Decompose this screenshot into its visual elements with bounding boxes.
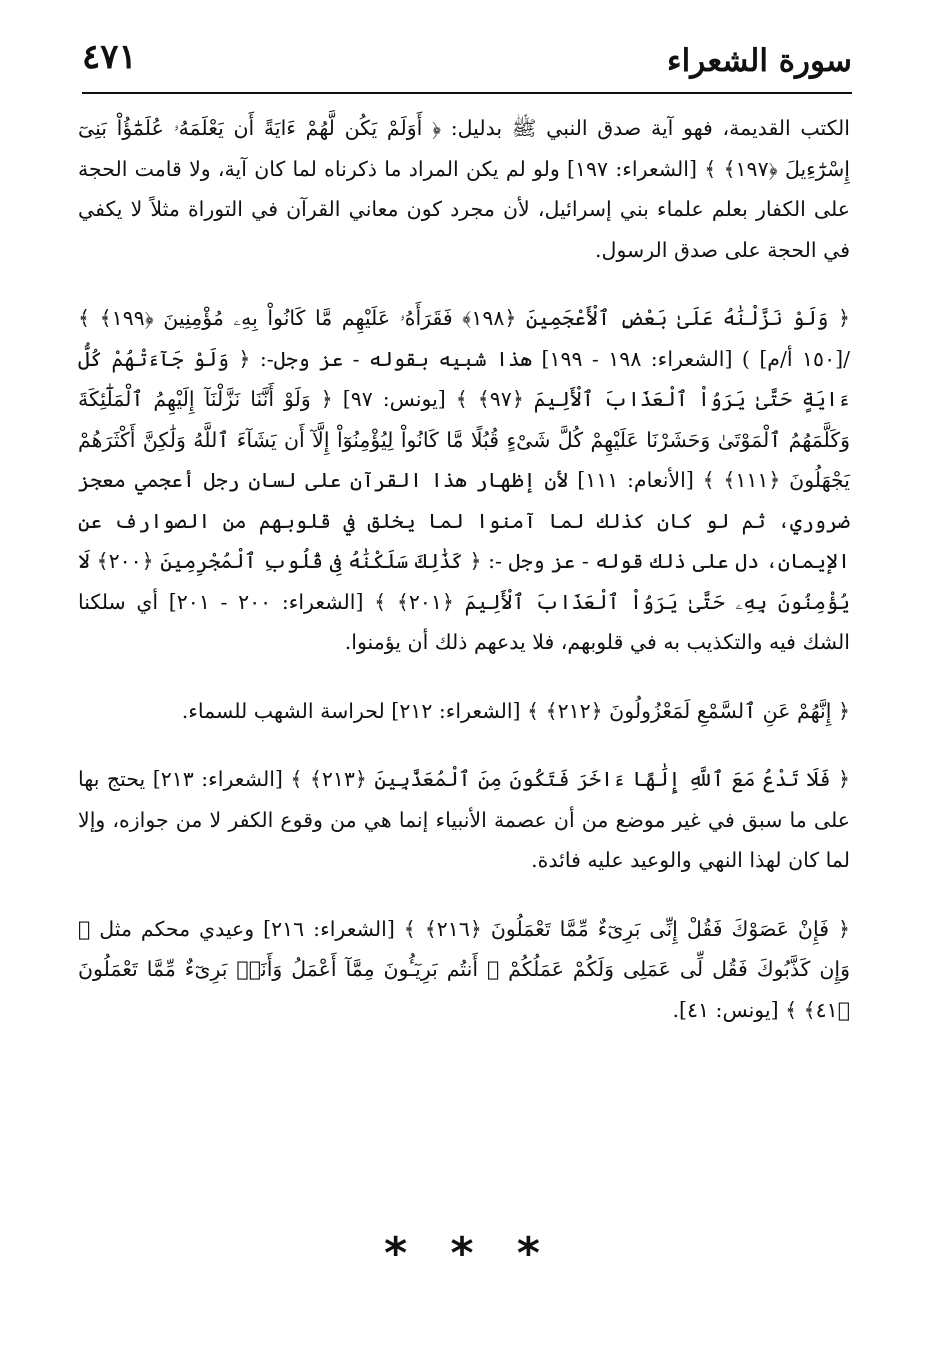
header-rule [82, 92, 852, 94]
surah-title: سورة الشعراء [667, 43, 852, 79]
paragraph-1: الكتب القديمة، فهو آية صدق النبي ﷺ بدليل: ﴿ أَوَلَمْ يَكُن لَّهُمْ ءَايَةً أَن يَعْلَمَهُۥ عُلَمَٰٓؤُاْ بَنِىٓ إِسْرَٰٓءِيلَ ﴿١٩٧﴾ ﴾ [الشعراء: ١٩٧] ولو لم يكن المراد ما ذكرناه لما كان آية، ولا قامت الحجة على الكفار بعلم علماء بني إسرائيل، لأن مجرد كون معاني القرآن في التوراة مثلاً لا يكفي في الحجة على صدق الرسول. [78, 116, 850, 262]
page-body [78, 108, 850, 1030]
page-header [82, 38, 852, 94]
paragraph-2: ﴿ وَلَوْ نَزَّلْنَٰهُ عَلَىٰ بَعْضِ ٱلْأَعْجَمِينَ ﴿١٩٨﴾ فَقَرَأَهُۥ عَلَيْهِم مَّا كَانُواْ بِهِۦ مُؤْمِنِينَ ﴿١٩٩﴾ ﴾ /[١٥٠ أ/م] ) [الشعراء: ١٩٨ - ١٩٩] هذا شبيه بقوله - عز وجل-: ﴿ وَلَوْ جَآءَتْهُمْ كُلُّ ءَايَةٍ حَتَّىٰ يَرَوُاْ ٱلْعَذَابَ ٱلْأَلِيمَ ﴿٩٧﴾ ﴾ [يونس: ٩٧] ﴿ وَلَوْ أَنَّنَا نَزَّلْنَآ إِلَيْهِمُ ٱلْمَلَٰٓئِكَةَ وَكَلَّمَهُمُ ٱلْمَوْتَىٰ وَحَشَرْنَا عَلَيْهِمْ كُلَّ شَىْءٍ قُبُلًا مَّا كَانُواْ لِيُؤْمِنُوٓاْ إِلَّآ أَن يَشَآءَ ٱللَّهُ وَلَٰكِنَّ أَكْثَرَهُمْ يَجْهَلُونَ ﴿١١١﴾ ﴾ [الأنعام: ١١١] لأن إظهار هذا القرآن على لسان رجل أعجمي معجز ضروري، ثم لو كان كذلك لما آمنوا لما يخلق في قلوبهم من الصوارف عن الإيمان، دل على ذلك قوله - عز وجل -: ﴿ كَذَٰلِكَ سَلَكْنَٰهُ فِى قُلُوبِ ٱلْمُجْرِمِينَ ﴿٢٠٠﴾ لَا يُؤْمِنُونَ بِهِۦ حَتَّىٰ يَرَوُاْ ٱلْعَذَابَ ٱلْأَلِيمَ ﴿٢٠١﴾ ﴾ [الشعراء: ٢٠٠ - ٢٠١] أي سلكنا الشك فيه والتكذيب به في قلوبهم، فلا يدعهم ذلك أن يؤمنوا. [78, 306, 850, 654]
paragraph-4: ﴿ فَلَا تَدْعُ مَعَ ٱللَّهِ إِلَٰهًا ءَاخَرَ فَتَكُونَ مِنَ ٱلْمُعَذَّبِينَ ﴿٢١٣﴾ ﴾ [الشعراء: ٢١٣] يحتج بها على ما سبق في غير موضع من أن عصمة الأنبياء إنما هي من وقوع الكفر لا من جوازه، وإلا لما كان لهذا النهي والوعيد عليه فائدة. [78, 767, 851, 872]
paragraph-5: ﴿ فَإِنْ عَصَوْكَ فَقُلْ إِنِّى بَرِىٓءٌ مِّمَّا تَعْمَلُونَ ﴿٢١٦﴾ ﴾ [الشعراء: ٢١٦] وعيدي محكم مثل ﴿ وَإِن كَذَّبُوكَ فَقُل لِّى عَمَلِى وَلَكُمْ عَمَلُكُمْ ۖ أَنتُم بَرِيٓـُٔونَ مِمَّآ أَعْمَلُ وَأَنَا۠ بَرِىٓءٌ مِّمَّا تَعْمَلُونَ ﴿٤١﴾ ﴾ [يونس: ٤١]. [78, 916, 851, 1022]
page-number: ٤٧١ [82, 37, 137, 77]
section-separator: * * * [384, 1228, 554, 1279]
paragraph-3: ﴿ إِنَّهُمْ عَنِ ٱلسَّمْعِ لَمَعْزُولُونَ ﴿٢١٢﴾ ﴾ [الشعراء: ٢١٢] لحراسة الشهب للسماء. [181, 698, 850, 723]
